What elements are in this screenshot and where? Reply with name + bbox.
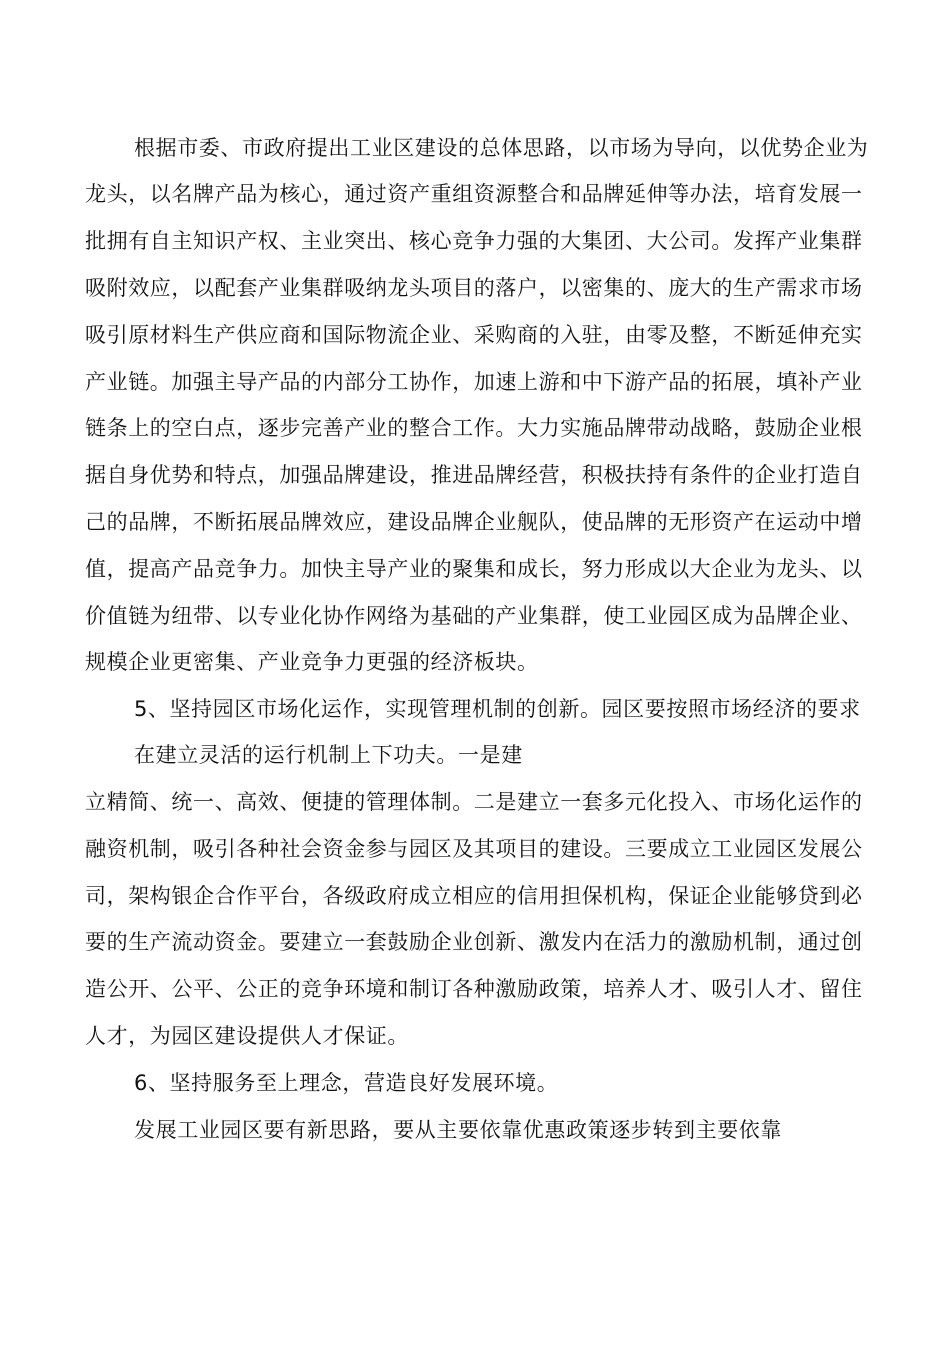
- text-line: 根据市委、市政府提出工业区建设的总体思路，以市场为导向，以优势企业为: [134, 136, 869, 160]
- text-line: 己的品牌，不断拓展品牌效应，建设品牌企业舰队，使品牌的无形资产在运动中增: [85, 510, 863, 534]
- text-line: 6、坚持服务至上理念，营造良好发展环境。: [134, 1071, 559, 1095]
- text-line: 立精简、统一、高效、便捷的管理体制。二是建立一套多元化投入、市场化运作的: [85, 790, 863, 814]
- text-line: 融资机制，吸引各种社会资金参与园区及其项目的建设。三要成立工业园区发展公: [85, 837, 863, 861]
- text-line: 链条上的空白点，逐步完善产业的整合工作。大力实施品牌带动战略，鼓励企业根: [85, 416, 863, 440]
- text-line: 龙头，以名牌产品为核心，通过资产重组资源整合和品牌延伸等办法，培育发展一: [85, 182, 863, 206]
- text-line: 价值链为纽带、以专业化协作网络为基础的产业集群，使工业园区成为品牌企业、: [85, 604, 863, 628]
- text-line: 要的生产流动资金。要建立一套鼓励企业创新、激发内在活力的激励机制，通过创: [85, 930, 863, 954]
- text-line: 司，架构银企合作平台，各级政府成立相应的信用担保机构，保证企业能够贷到必: [85, 884, 863, 908]
- text-line: 产业链。加强主导产品的内部分工协作，加速上游和中下游产品的拓展，填补产业: [85, 370, 863, 394]
- text-line: 5、坚持园区市场化运作，实现管理机制的创新。园区要按照市场经济的要求: [134, 697, 861, 721]
- text-line: 在建立灵活的运行机制上下功夫。一是建: [134, 743, 523, 767]
- text-line: 发展工业园区要有新思路，要从主要依靠优惠政策逐步转到主要依靠: [134, 1118, 782, 1142]
- text-line: 值，提高产品竞争力。加快主导产业的聚集和成长，努力形成以大企业为龙头、以: [85, 557, 863, 581]
- text-line: 吸附效应，以配套产业集群吸纳龙头项目的落户，以密集的、庞大的生产需求市场: [85, 276, 863, 300]
- text-line: 据自身优势和特点，加强品牌建设，推进品牌经营，积极扶持有条件的企业打造自: [85, 463, 863, 487]
- text-line: 人才，为园区建设提供人才保证。: [85, 1024, 409, 1048]
- text-line: 批拥有自主知识产权、主业突出、核心竞争力强的大集团、大公司。发挥产业集群: [85, 229, 863, 253]
- text-line: 吸引原材料生产供应商和国际物流企业、采购商的入驻，由零及整，不断延伸充实: [85, 323, 863, 347]
- text-line: 规模企业更密集、产业竞争力更强的经济板块。: [85, 650, 539, 674]
- text-line: 造公开、公平、公正的竞争环境和制订各种激励政策，培养人才、吸引人才、留住: [85, 977, 863, 1001]
